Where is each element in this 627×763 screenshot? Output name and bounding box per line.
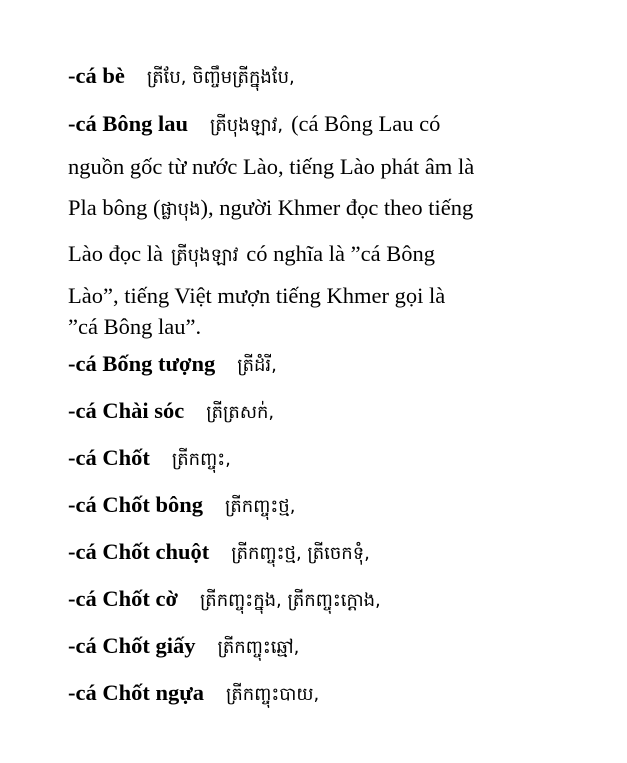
entry-ca-bong-tuong xyxy=(68,350,277,380)
entry-khmer: ត្រីកញ្ចុះក្នុង, ត្រីកញ្ចុះក្ដោង, xyxy=(199,590,381,611)
entry-khmer: ត្រីកញ្ចុះឆ្មៅ, xyxy=(217,637,300,658)
entry-ca-be xyxy=(68,62,295,92)
entry-ca-bong-lau xyxy=(68,110,440,140)
entry-ca-chot-chuot xyxy=(68,538,370,568)
note-text: ”cá Bông lau”. xyxy=(68,314,202,339)
note-text: Pla bông ( xyxy=(68,195,161,220)
note-text: nguồn gốc từ nước Lào, tiếng Lào phát âm là xyxy=(68,154,475,179)
entry-khmer: ត្រីត្រសក់, xyxy=(206,402,275,423)
note-line-5 xyxy=(68,282,445,310)
entry-term: -cá Chốt xyxy=(68,445,150,470)
entry-khmer: ត្រីបែ, ចិញ្ចឹមត្រីក្នុងបែ, xyxy=(146,67,295,88)
entry-term: -cá Chài sóc xyxy=(68,398,185,423)
entry-term: -cá Chốt giấy xyxy=(68,633,196,658)
note-text: Lào đọc là xyxy=(68,241,163,266)
entry-khmer: ត្រីកញ្ចុះ, xyxy=(171,449,231,470)
entry-term: -cá Chốt cờ xyxy=(68,586,178,611)
entry-term: -cá Bống tượng xyxy=(68,351,216,376)
note-text: có nghĩa là ”cá Bông xyxy=(246,241,435,266)
entry-khmer: ត្រីកញ្ចុះបាយ, xyxy=(226,684,320,705)
entry-khmer: ត្រីកញ្ចុះថ្ម, ត្រីចេកទុំ, xyxy=(231,543,370,564)
entry-term: -cá Bông lau xyxy=(68,111,189,136)
entry-term: -cá Chốt ngựa xyxy=(68,680,204,705)
entry-khmer: ត្រីបុងឡាវ, xyxy=(210,115,284,136)
note-line-2 xyxy=(68,153,474,181)
entry-ca-chot-bong xyxy=(68,491,295,521)
entry-khmer: ត្រីកញ្ចុះថ្ម, xyxy=(225,496,296,517)
entry-khmer: ត្រីដំរី, xyxy=(237,355,277,376)
note-khmer: ផ្លាបុង xyxy=(160,199,201,220)
entry-term: -cá Chốt bông xyxy=(68,492,204,517)
entry-ca-chot-giay xyxy=(68,632,299,662)
note-line-4 xyxy=(68,240,435,270)
entry-ca-chot xyxy=(68,444,231,474)
entry-term: -cá bè xyxy=(68,63,125,88)
entry-ca-chai-soc xyxy=(68,397,274,427)
document-page xyxy=(68,0,598,763)
note-line-3 xyxy=(68,194,473,224)
note-text: Lào”, tiếng Việt mượn tiếng Khmer gọi là xyxy=(68,283,446,308)
entry-ca-chot-ngua xyxy=(68,679,319,709)
entry-note: (cá Bông Lau có xyxy=(291,111,441,136)
note-text: ), người Khmer đọc theo tiếng xyxy=(200,195,474,220)
entry-ca-chot-co xyxy=(68,585,381,615)
note-line-6 xyxy=(68,313,201,341)
note-khmer: ត្រីបុងឡាវ xyxy=(170,245,239,266)
entry-term: -cá Chốt chuột xyxy=(68,539,210,564)
